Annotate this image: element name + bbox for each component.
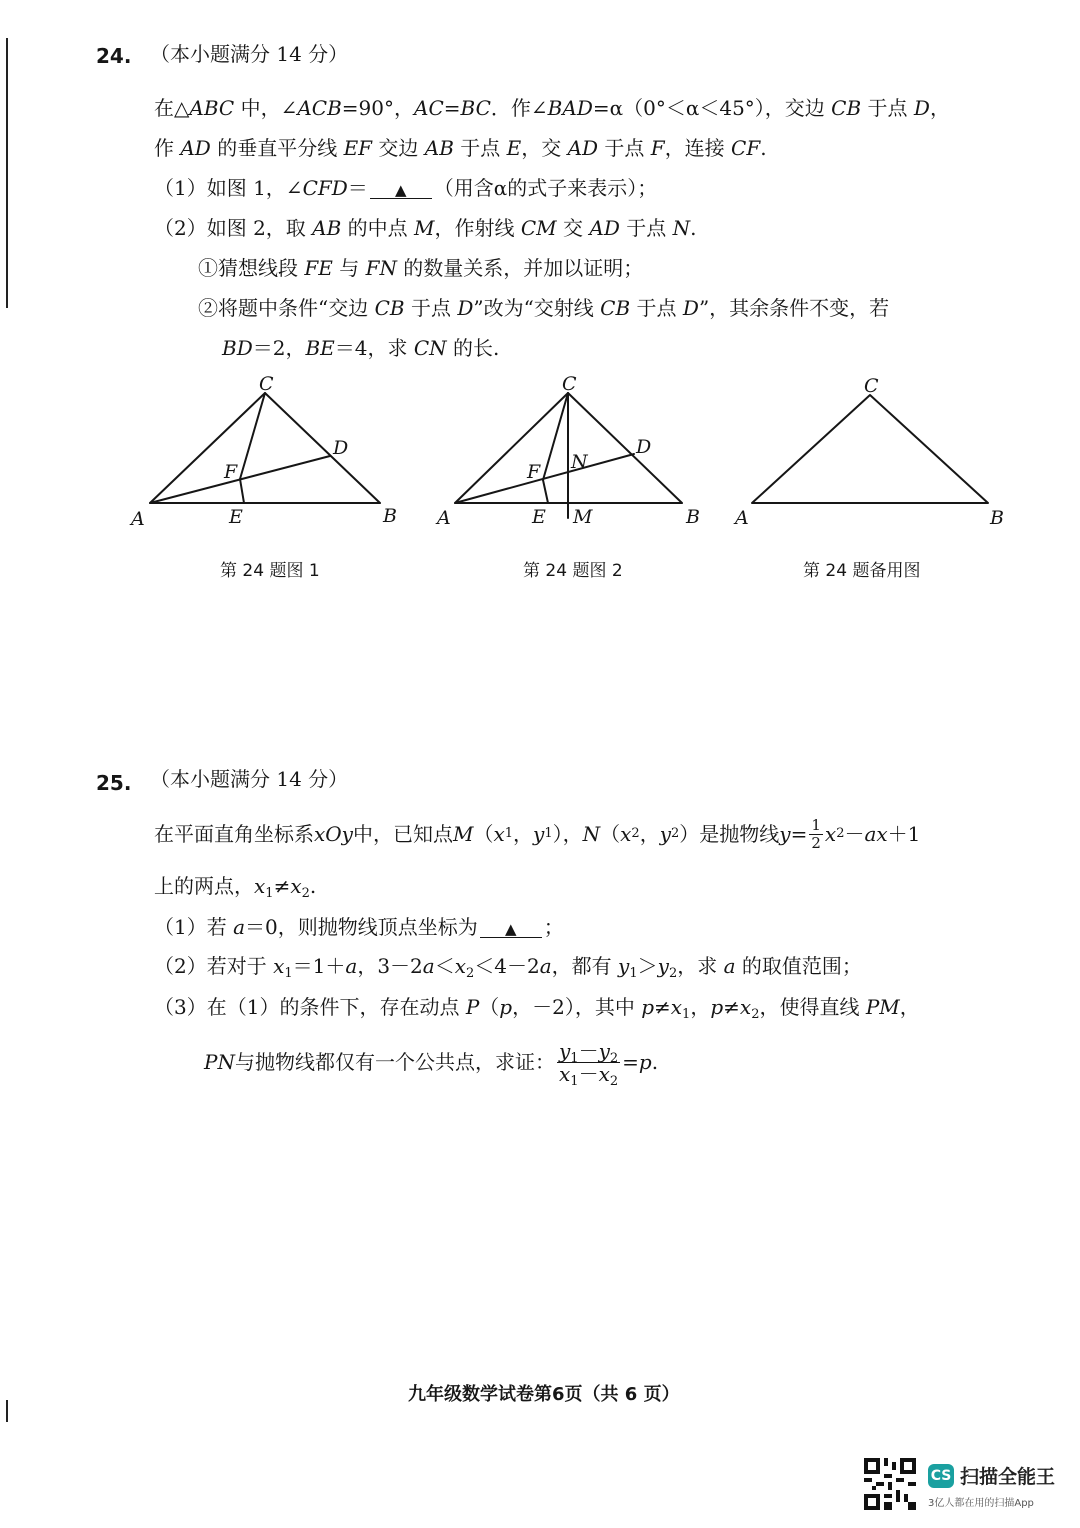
question-24-part1: （1）如图 1，∠CFD＝ ▲ （用含α的式子来表示）； <box>154 176 658 200</box>
question-25-part3-line2: PN 与抛物线都仅有一个公共点，求证： $\frac{y_1-y_2}{x_1-x_2}$ = p . <box>204 1038 659 1089</box>
fig1-label-D: D <box>333 437 349 459</box>
fig2-label-A: A <box>437 507 451 529</box>
question-24-part2-sub2-line2: BD＝2，BE＝4，求 CN 的长. <box>222 336 500 360</box>
answer-blank <box>370 178 432 199</box>
fig2-label-E: E <box>532 506 546 528</box>
fig1-label-E: E <box>229 506 243 528</box>
fraction-slope: $\frac{y_1-y_2}{x_1-x_2}$ <box>558 1038 619 1089</box>
fig1-label-A: A <box>131 508 145 530</box>
question-25-part3-line1: （3）在（1）的条件下，存在动点 P（p，－2），其中 $p\ne x_1$，$p\ne x_2$，使得直线 PM， <box>154 995 920 1022</box>
question-24-part2-sub1: ①猜想线段 FE 与 FN 的数量关系，并加以证明； <box>198 256 644 280</box>
question-24-part2: （2）如图 2，取 AB 的中点 M，作射线 CM 交 AD 于点 N. <box>154 216 697 240</box>
fraction-one-half: $\frac{1}{2}$ <box>811 816 821 852</box>
fig2-segment-EF <box>543 480 548 503</box>
fig3-label-A: A <box>735 507 749 529</box>
fig2-label-B: B <box>686 506 700 528</box>
fig1-label-C: C <box>259 373 274 395</box>
figure-3-diagram <box>752 395 988 503</box>
scan-edge-line <box>6 1400 8 1422</box>
figure-1-caption: 第 24 题图 1 <box>220 561 320 581</box>
fig1-label-B: B <box>383 505 397 527</box>
camscanner-logo-icon: CS <box>928 1464 954 1488</box>
scanner-watermark <box>928 1462 1055 1489</box>
fig2-segment-AD <box>455 454 634 503</box>
question-24-score: （本小题满分 14 分） <box>150 42 349 66</box>
question-25-part1: （1）若 a＝0，则抛物线顶点坐标为 ▲ ； <box>154 915 564 939</box>
fig1-label-F: F <box>224 461 238 483</box>
fig3-label-B: B <box>990 507 1004 529</box>
question-25-stem-line1: 在平面直角坐标系 xOy 中，已知点 M （ x 1 ， y 1 ）， N （ x 2 ， y 2 ）是抛物线 y = $\frac{1}{2}$ x 2 － ax ＋1 <box>154 816 921 852</box>
figure-2-caption: 第 24 题图 2 <box>523 561 623 581</box>
question-24-number: 24. <box>96 44 132 68</box>
question-24-stem-line1: 在△ABC 中，∠ACB=90°，AC=BC．作∠BAD=α（0°＜α＜45°），交边 CB 于点 D， <box>154 96 950 120</box>
fig2-label-N: N <box>571 451 588 473</box>
triangle-icon: ▲ <box>504 920 517 938</box>
answer-blank <box>480 917 542 938</box>
question-24-stem-line2: 作 AD 的垂直平分线 EF 交边 AB 于点 E，交 AD 于点 F，连接 CF. <box>154 136 767 160</box>
qr-code-icon <box>864 1458 916 1510</box>
question-25-stem-line2: 上的两点，$x_1\ne x_2$. <box>154 874 317 901</box>
question-24-figures <box>0 365 1080 540</box>
watermark-subtitle: 3亿人都在用的扫描App <box>928 1498 1034 1509</box>
watermark-title: 扫描全能王 <box>960 1466 1056 1488</box>
figure-3-caption: 第 24 题备用图 <box>803 561 921 581</box>
fig2-label-F: F <box>527 461 541 483</box>
fig1-segment-EF <box>240 479 244 503</box>
fig2-label-D: D <box>636 436 652 458</box>
fig2-label-M: M <box>573 506 593 528</box>
question-25-part2: （2）若对于 $x_1=1+a$，$3-2a<x_2<4-2a$，都有 $y_1>y_2$，求 a 的取值范围； <box>154 954 862 981</box>
fig3-triangle-ABC <box>752 395 988 503</box>
triangle-icon: ▲ <box>395 181 407 199</box>
fig2-label-C: C <box>562 373 577 395</box>
fig3-label-C: C <box>864 375 879 397</box>
question-25-number: 25. <box>96 771 132 795</box>
question-24-part2-sub2-line1: ②将题中条件“交边 CB 于点 D”改为“交射线 CB 于点 D”，其余条件不变，若 <box>198 296 890 320</box>
page-footer: 九年级数学试卷第6页（共 6 页） <box>408 1384 680 1405</box>
scan-edge-line <box>6 38 8 308</box>
question-25-score: （本小题满分 14 分） <box>150 767 349 791</box>
